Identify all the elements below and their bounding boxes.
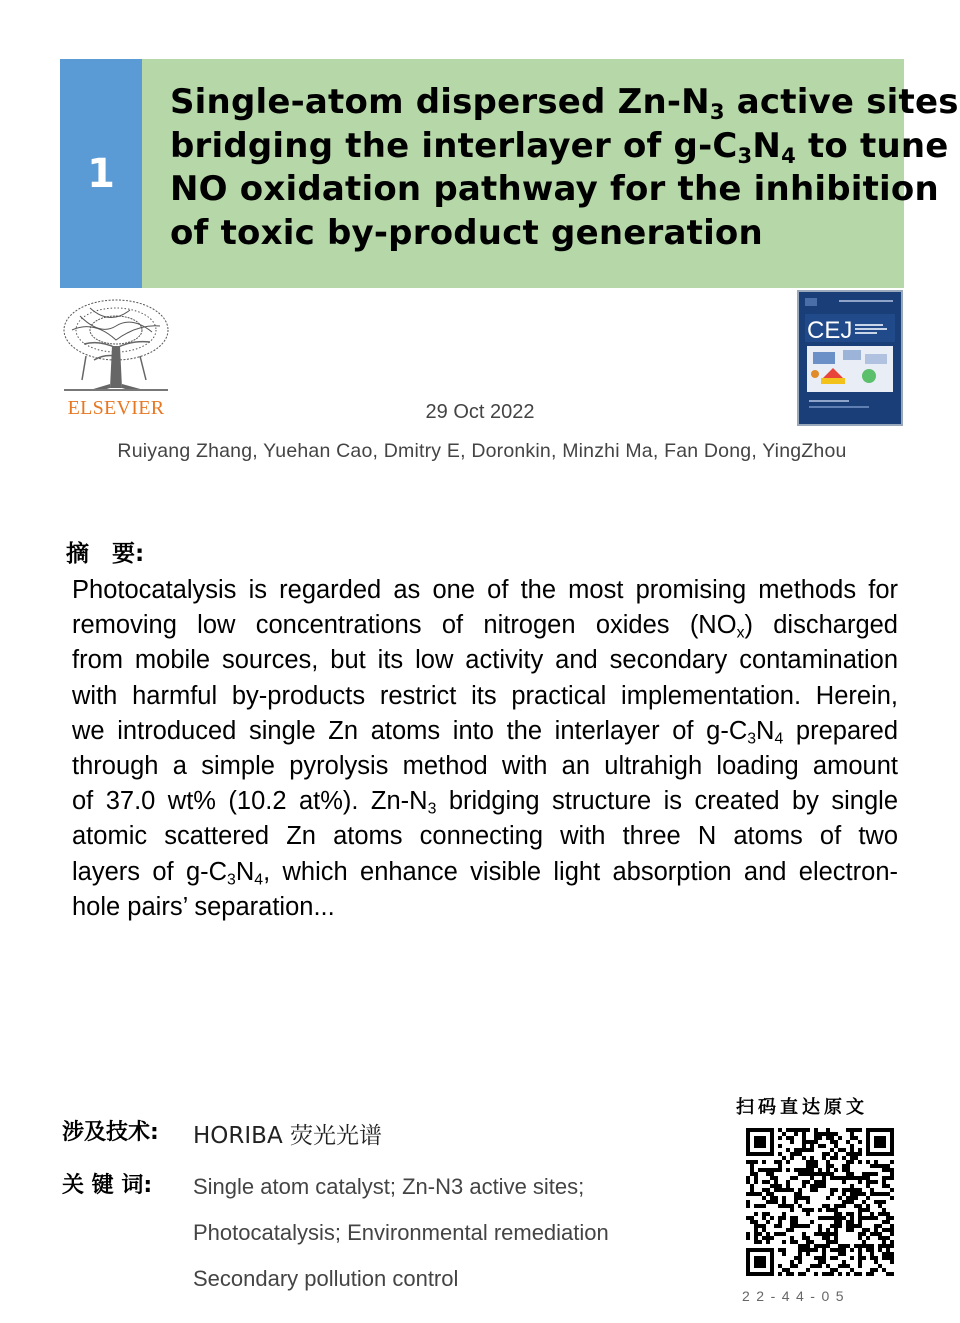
abstract-label: 摘 要: xyxy=(66,541,145,567)
abstract-line: of 37.0 wt% (10.2 at%). $Zn-N_3$ bridging structure is created by single xyxy=(72,787,898,818)
abstract-line: with harmful by-products restrict its practical implementation. Herein, xyxy=(72,681,898,710)
abstract-line: we introduced single Zn atoms into the interlayer of $g-C_3N_4$ prepared xyxy=(72,716,899,748)
abstract-line: removing low concentrations of nitrogen oxides $(NO_x)$ discharged xyxy=(72,611,898,642)
scan-to-read-label: 扫码直达原文 xyxy=(736,1097,868,1118)
abstract-line: Photocatalysis is regarded as one of the most promising methods for xyxy=(72,576,898,604)
title-line-3: NO oxidation pathway for the inhibition xyxy=(170,169,939,209)
keywords-label: 关 键 词: xyxy=(62,1173,153,1198)
abstract-line: layers of $g-C_3N_4$, which enhance visible light absorption and electron- xyxy=(72,857,898,889)
document-code: 22-44-05 xyxy=(742,1288,851,1304)
abstract-line: atomic scattered Zn atoms connecting with three N atoms of two xyxy=(72,822,898,851)
article-title xyxy=(142,59,959,288)
technology-label: 涉及技术: xyxy=(62,1120,159,1145)
article-number: 1 xyxy=(87,150,115,197)
journal-cover xyxy=(797,290,903,426)
article-number-box xyxy=(60,59,142,288)
keyword-line: Single atom catalyst; Zn-N3 active sites; xyxy=(193,1174,585,1199)
abstract-line: from mobile sources, but its low activity and secondary contamination xyxy=(72,646,898,675)
title-line-4: of toxic by-product generation xyxy=(170,212,763,253)
journal-cover-title: CEJ xyxy=(807,317,853,344)
publication-date: 29 Oct 2022 xyxy=(425,401,535,423)
title-line-1: Single-atom dispersed $Zn-N_3$ active sites xyxy=(170,82,959,124)
keyword-line: Photocatalysis; Environmental remediation xyxy=(193,1220,609,1245)
qr-code-icon[interactable] xyxy=(746,1128,894,1276)
publisher-name: ELSEVIER xyxy=(67,397,165,419)
technology-value: HORIBA 荧光光谱 xyxy=(193,1123,382,1149)
title-line-2: bridging the interlayer of $g-C_3N_4$ to tune xyxy=(170,125,949,168)
abstract-line: through a simple pyrolysis method with an ultrahigh loading amount xyxy=(72,752,898,781)
author-list: Ruiyang Zhang, Yuehan Cao, Dmitry E, Doronkin, Minzhi Ma, Fan Dong, YingZhou xyxy=(117,440,847,462)
abstract-text xyxy=(72,573,898,925)
keyword-line: Secondary pollution control xyxy=(193,1266,459,1291)
abstract-line: hole pairs’ separation... xyxy=(72,892,335,921)
